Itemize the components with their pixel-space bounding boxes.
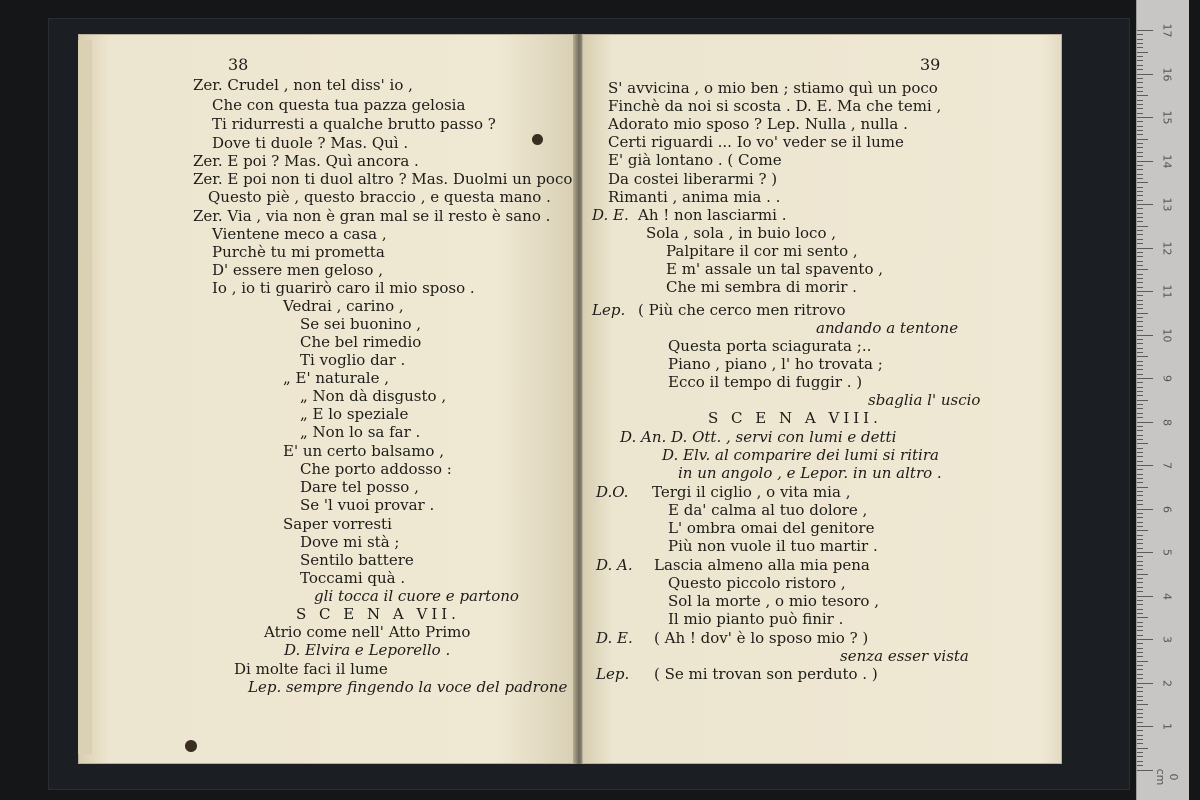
ruler-tick: [1137, 426, 1143, 427]
ruler-number: 11: [1160, 284, 1174, 299]
text-line: Vedrai , carino ,: [283, 297, 404, 315]
ruler-tick: [1137, 274, 1143, 275]
ruler-tick: [1137, 182, 1148, 183]
ruler-tick: [1137, 578, 1143, 579]
ruler-tick: [1137, 717, 1143, 718]
ruler-tick: [1137, 713, 1143, 714]
ruler-tick: [1137, 121, 1143, 122]
ruler-tick: [1137, 335, 1153, 336]
ruler-tick: [1137, 678, 1143, 679]
ruler-tick: [1137, 765, 1143, 766]
ruler-tick: [1137, 391, 1143, 392]
text-line: „ Non lo sa far .: [300, 423, 421, 441]
ruler-tick: [1137, 87, 1143, 88]
ruler-tick: [1137, 683, 1153, 684]
ruler-tick: [1137, 261, 1143, 262]
ruler-tick: [1137, 374, 1143, 375]
ruler-tick: [1137, 300, 1143, 301]
text-line: E' un certo balsamo ,: [283, 442, 444, 460]
ruler-tick: [1137, 696, 1143, 697]
stage-direction: D. An. D. Ott. , servi con lumi e detti: [620, 428, 897, 446]
ruler-tick: [1137, 239, 1143, 240]
speaker-label: Lep.: [596, 665, 630, 683]
ruler-tick: [1137, 95, 1148, 96]
ruler-tick: [1137, 770, 1153, 771]
speaker-label: D.O.: [596, 483, 629, 501]
ruler-tick: [1137, 217, 1143, 218]
ruler-tick: [1137, 39, 1143, 40]
ruler-tick: [1137, 234, 1143, 235]
ruler-tick: [1137, 482, 1143, 483]
ruler-tick: [1137, 248, 1153, 249]
ruler-tick: [1137, 635, 1143, 636]
text-line: Sola , sola , in buio loco ,: [646, 224, 837, 242]
measuring-ruler: [1136, 0, 1189, 800]
ruler-tick: [1137, 113, 1143, 114]
right-page: [582, 34, 1062, 764]
ruler-tick: [1137, 669, 1143, 670]
text-line: Di molte faci il lume: [234, 660, 388, 678]
ruler-tick: [1137, 704, 1148, 705]
stage-direction: senza esser vista: [840, 647, 969, 665]
page-number: 39: [920, 55, 941, 74]
ruler-tick: [1137, 104, 1143, 105]
ruler-tick: [1137, 165, 1143, 166]
ruler-tick: [1137, 395, 1143, 396]
ruler-tick: [1137, 321, 1143, 322]
text-line: Zer. Via , via non è gran mal se il resto è sano .: [193, 207, 551, 225]
ruler-tick: [1137, 221, 1143, 222]
ruler-tick: [1137, 613, 1143, 614]
ruler-tick: [1137, 465, 1153, 466]
text-line: Toccami quà .: [300, 569, 406, 587]
text-line: Tergi il ciglio , o vita mia ,: [652, 483, 851, 501]
ruler-number: 1: [1160, 723, 1174, 730]
ruler-tick: [1137, 548, 1143, 549]
ruler-tick: [1137, 539, 1143, 540]
scene-heading: S C E N A VII.: [296, 605, 460, 623]
ruler-tick: [1137, 648, 1143, 649]
ruler-tick: [1137, 291, 1153, 292]
ruler-tick: [1137, 52, 1148, 53]
text-line: Se sei buonino ,: [300, 315, 422, 333]
ruler-tick: [1137, 591, 1143, 592]
ruler-tick: [1137, 439, 1143, 440]
ruler-number: 10: [1160, 328, 1174, 342]
ruler-tick: [1137, 126, 1143, 127]
ruler-tick: [1137, 204, 1153, 205]
text-line: Piano , piano , l' ho trovata ;: [668, 355, 883, 373]
text-line: „ Non dà disgusto ,: [300, 387, 447, 405]
ruler-tick: [1137, 326, 1143, 327]
ruler-tick: [1137, 161, 1153, 162]
ruler-number: 8: [1160, 418, 1174, 426]
ruler-tick: [1137, 687, 1143, 688]
text-line: Saper vorresti: [283, 515, 392, 533]
ruler-tick: [1137, 343, 1143, 344]
speaker-label: D. E.: [596, 629, 633, 647]
ruler-tick: [1137, 709, 1143, 710]
ruler-tick: [1137, 530, 1148, 531]
text-line: Palpitare il cor mi sento ,: [666, 242, 858, 260]
ruler-tick: [1137, 65, 1143, 66]
ruler-tick: [1137, 308, 1143, 309]
ruler-tick: [1137, 387, 1143, 388]
ruler-tick: [1137, 456, 1143, 457]
ruler-tick: [1137, 587, 1143, 588]
ruler-tick: [1137, 422, 1153, 423]
ruler-tick: [1137, 526, 1143, 527]
stage-direction: andando a tentone: [816, 319, 959, 337]
ruler-tick: [1137, 339, 1143, 340]
ruler-tick: [1137, 413, 1143, 414]
ruler-tick: [1137, 169, 1143, 170]
text-line: Che porto addosso :: [300, 460, 452, 478]
text-line: Che mi sembra di morir .: [666, 278, 857, 296]
ruler-tick: [1137, 139, 1148, 140]
speaker-label: Lep.: [592, 301, 626, 319]
text-line: Rimanti , anima mia . .: [608, 188, 781, 206]
text-line: Dare tel posso ,: [300, 478, 419, 496]
ruler-tick: [1137, 69, 1143, 70]
text-line: S' avvicina , o mio ben ; stiamo quì un poco: [608, 79, 938, 97]
text-line: Ecco il tempo di fuggir . ): [668, 373, 863, 391]
ruler-tick: [1137, 656, 1143, 657]
ruler-tick: [1137, 443, 1148, 444]
text-line: Vientene meco a casa ,: [212, 225, 387, 243]
ruler-tick: [1137, 748, 1148, 749]
stage-direction: Lep. sempre fingendo la voce del padrone: [248, 678, 568, 696]
text-line: L' ombra omai del genitore: [668, 519, 875, 537]
text-line: Questa porta sciagurata ;..: [668, 337, 872, 355]
ruler-tick: [1137, 365, 1143, 366]
ruler-tick: [1137, 665, 1143, 666]
ruler-tick: [1137, 60, 1143, 61]
ruler-number: 0 cm: [1154, 768, 1180, 785]
text-line: Questo piccolo ristoro ,: [668, 574, 846, 592]
ruler-tick: [1137, 74, 1153, 75]
ruler-tick: [1137, 565, 1143, 566]
ruler-tick: [1137, 356, 1148, 357]
text-line: E' già lontano . ( Come: [608, 151, 782, 169]
ruler-number: 4: [1160, 592, 1174, 600]
text-line: Sentilo battere: [300, 551, 414, 569]
ruler-number: 15: [1160, 110, 1174, 125]
ruler-tick: [1137, 509, 1153, 510]
ruler-tick: [1137, 522, 1143, 523]
stage-direction: sbaglia l' uscio: [868, 391, 981, 409]
ruler-tick: [1137, 469, 1143, 470]
ruler-tick: [1137, 622, 1143, 623]
ruler-tick: [1137, 596, 1153, 597]
ruler-tick: [1137, 752, 1143, 753]
ruler-number: 5: [1160, 549, 1174, 556]
ruler-tick: [1137, 556, 1143, 557]
ruler-tick: [1137, 561, 1143, 562]
ruler-tick: [1137, 630, 1143, 631]
ruler-number: 17: [1160, 23, 1174, 38]
text-line: Atrio come nell' Atto Primo: [264, 623, 471, 641]
text-line: Questo piè , questo braccio , e questa mano .: [208, 188, 551, 206]
text-line: ( Più che cerco men ritrovo: [638, 301, 846, 319]
ruler-tick: [1137, 226, 1148, 227]
stage-direction: D. Elvira e Leporello .: [284, 641, 451, 659]
ruler-tick: [1137, 30, 1153, 31]
text-line: Dove ti duole ? Mas. Quì .: [212, 134, 409, 152]
ruler-number: 9: [1160, 375, 1174, 382]
page-edges: [78, 40, 92, 754]
stage-direction: D. Elv. al comparire dei lumi si ritira: [662, 446, 939, 464]
text-line: Ah ! non lasciarmi .: [638, 206, 787, 224]
ruler-tick: [1137, 761, 1143, 762]
ruler-tick: [1137, 535, 1143, 536]
ruler-tick: [1137, 213, 1143, 214]
text-line: Finchè da noi si scosta . D. E. Ma che temi ,: [608, 97, 942, 115]
text-line: Sol la morte , o mio tesoro ,: [668, 592, 880, 610]
text-line: ( Se mi trovan son perduto . ): [654, 665, 878, 683]
text-line: Zer. E poi non ti duol altro ? Mas. Duolmi un poco: [193, 170, 573, 188]
ruler-tick: [1137, 304, 1143, 305]
text-line: Più non vuole il tuo martir .: [668, 537, 878, 555]
ruler-tick: [1137, 735, 1143, 736]
ruler-tick: [1137, 400, 1148, 401]
ruler-tick: [1137, 609, 1143, 610]
text-line: Ti ridurresti a qualche brutto passo ?: [212, 115, 496, 133]
ruler-tick: [1137, 348, 1143, 349]
ruler-tick: [1137, 252, 1143, 253]
ruler-tick: [1137, 661, 1148, 662]
ruler-tick: [1137, 361, 1143, 362]
open-book: [70, 34, 1070, 774]
ruler-tick: [1137, 156, 1143, 157]
text-line: ( Ah ! dov' è lo sposo mio ? ): [654, 629, 869, 647]
ruler-tick: [1137, 91, 1143, 92]
ruler-number: 13: [1160, 197, 1174, 212]
ruler-tick: [1137, 756, 1143, 757]
ruler-tick: [1137, 617, 1148, 618]
ruler-tick: [1137, 256, 1143, 257]
left-page: [78, 34, 578, 764]
ruler-tick: [1137, 461, 1143, 462]
ruler-number: 3: [1160, 636, 1174, 643]
ruler-tick: [1137, 152, 1143, 153]
ruler-tick: [1137, 47, 1143, 48]
text-line: Certi riguardi ... Io vo' veder se il lume: [608, 133, 904, 151]
ruler-tick: [1137, 208, 1143, 209]
ruler-tick: [1137, 674, 1143, 675]
stage-direction: in un angolo , e Lepor. in un altro .: [678, 464, 942, 482]
ruler-tick: [1137, 404, 1143, 405]
ruler-tick: [1137, 330, 1143, 331]
ruler-tick: [1137, 652, 1143, 653]
ruler-tick: [1137, 452, 1143, 453]
text-line: Dove mi stà ;: [300, 533, 400, 551]
ruler-number: 14: [1160, 154, 1174, 168]
ruler-tick: [1137, 178, 1143, 179]
text-line: „ E lo speziale: [300, 405, 409, 423]
speaker-label: D. A.: [596, 556, 633, 574]
ruler-tick: [1137, 191, 1143, 192]
ruler-tick: [1137, 739, 1143, 740]
ruler-tick: [1137, 604, 1143, 605]
ink-spot: [532, 134, 543, 145]
ruler-tick: [1137, 504, 1143, 505]
ruler-tick: [1137, 500, 1143, 501]
ruler-tick: [1137, 448, 1143, 449]
ruler-tick: [1137, 552, 1153, 553]
text-line: Adorato mio sposo ? Lep. Nulla , nulla .: [608, 115, 908, 133]
ruler-tick: [1137, 491, 1143, 492]
ruler-tick: [1137, 352, 1143, 353]
text-line: Che con questa tua pazza gelosia: [212, 96, 466, 114]
ruler-tick: [1137, 474, 1143, 475]
ruler-tick: [1137, 369, 1143, 370]
ruler-tick: [1137, 726, 1153, 727]
ruler-tick: [1137, 56, 1143, 57]
ruler-tick: [1137, 174, 1143, 175]
ruler-tick: [1137, 100, 1143, 101]
text-line: Ti voglio dar .: [300, 351, 406, 369]
ruler-tick: [1137, 417, 1143, 418]
ruler-tick: [1137, 730, 1143, 731]
ruler-tick: [1137, 200, 1143, 201]
ruler-tick: [1137, 643, 1143, 644]
ruler-tick: [1137, 108, 1143, 109]
ruler-tick: [1137, 743, 1143, 744]
ruler-number: 7: [1160, 462, 1174, 469]
text-line: E m' assale un tal spavento ,: [666, 260, 884, 278]
ruler-tick: [1137, 582, 1143, 583]
ruler-tick: [1137, 569, 1143, 570]
ruler-tick: [1137, 626, 1143, 627]
scene-heading: S C E N A VIII.: [708, 409, 882, 427]
ruler-tick: [1137, 600, 1143, 601]
ruler-tick: [1137, 487, 1148, 488]
ink-spot: [185, 740, 197, 752]
ruler-tick: [1137, 43, 1143, 44]
ruler-tick: [1137, 265, 1143, 266]
ruler-tick: [1137, 278, 1143, 279]
page-number: 38: [228, 55, 249, 74]
speaker-label: D. E.: [592, 206, 629, 224]
ruler-number: 12: [1160, 241, 1174, 255]
ruler-tick: [1137, 295, 1143, 296]
ruler-tick: [1137, 117, 1153, 118]
ruler-tick: [1137, 143, 1143, 144]
ruler-number: 2: [1160, 679, 1174, 687]
ruler-tick: [1137, 317, 1143, 318]
ruler-tick: [1137, 134, 1143, 135]
stage-direction: gli tocca il cuore e partono: [314, 587, 519, 605]
ruler-tick: [1137, 574, 1148, 575]
ruler-tick: [1137, 430, 1143, 431]
text-line: Purchè tu mi prometta: [212, 243, 385, 261]
ruler-tick: [1137, 282, 1143, 283]
text-line: Da costei liberarmi ? ): [608, 170, 778, 188]
ruler-tick: [1137, 313, 1148, 314]
text-line: Lascia almeno alla mia pena: [654, 556, 870, 574]
ruler-number: 6: [1160, 505, 1174, 513]
ruler-tick: [1137, 382, 1143, 383]
ruler-tick: [1137, 378, 1153, 379]
text-line: Che bel rimedio: [300, 333, 422, 351]
ruler-tick: [1137, 639, 1153, 640]
ruler-tick: [1137, 82, 1143, 83]
text-line: Se 'l vuoi provar .: [300, 496, 435, 514]
ruler-tick: [1137, 230, 1143, 231]
text-line: E da' calma al tuo dolore ,: [668, 501, 868, 519]
text-line: Il mio pianto può finir .: [668, 610, 844, 628]
text-line: Zer. Crudel , non tel diss' io ,: [193, 76, 413, 94]
text-line: D' essere men geloso ,: [212, 261, 383, 279]
text-line: Io , io ti guarirò caro il mio sposo .: [212, 279, 475, 297]
ruler-tick: [1137, 34, 1143, 35]
ruler-tick: [1137, 478, 1143, 479]
ruler-tick: [1137, 517, 1143, 518]
ruler-tick: [1137, 495, 1143, 496]
ruler-tick: [1137, 269, 1148, 270]
ruler-tick: [1137, 722, 1143, 723]
ruler-tick: [1137, 130, 1143, 131]
ruler-tick: [1137, 187, 1143, 188]
ruler-number: 16: [1160, 67, 1174, 81]
ruler-tick: [1137, 147, 1143, 148]
ruler-tick: [1137, 435, 1143, 436]
ruler-tick: [1137, 408, 1143, 409]
ruler-tick: [1137, 543, 1143, 544]
text-line: Zer. E poi ? Mas. Quì ancora .: [193, 152, 419, 170]
ruler-tick: [1137, 287, 1143, 288]
ruler-tick: [1137, 691, 1143, 692]
ruler-tick: [1137, 700, 1143, 701]
ruler-tick: [1137, 243, 1143, 244]
ruler-tick: [1137, 513, 1143, 514]
ruler-tick: [1137, 195, 1143, 196]
ruler-tick: [1137, 78, 1143, 79]
text-line: „ E' naturale ,: [283, 369, 389, 387]
